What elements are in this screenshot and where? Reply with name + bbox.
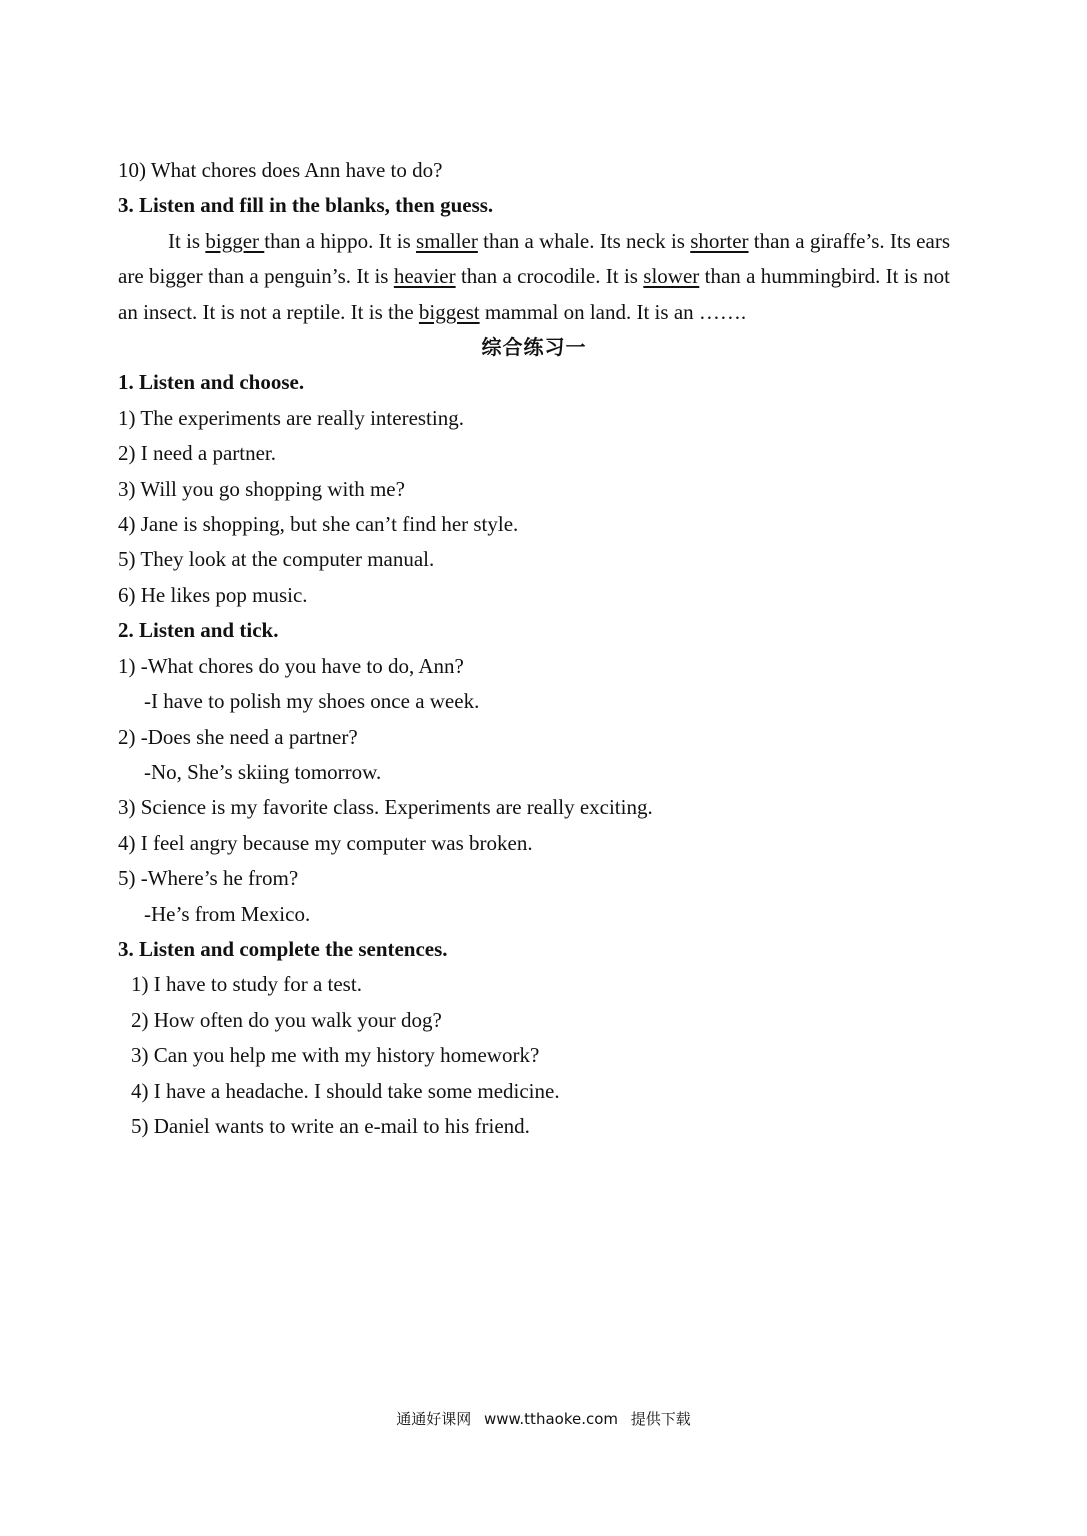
list-item: 4) I feel angry because my computer was broken. [118,830,533,855]
footer-site-name: 通通好课网 [396,1410,472,1428]
footer-note: 提供下载 [630,1410,691,1428]
list-item: 3) Science is my favorite class. Experiments are really exciting. [118,795,653,820]
list-item: 1) The experiments are really interesting. [118,405,464,430]
para-text: than a hummingbird. It is not an insect. It is not a reptile. It is the [118,264,951,324]
section-3-heading: 3. Listen and fill in the blanks, then guess. [118,193,494,218]
list-item: 1) -What chores do you have to do, Ann? [118,653,464,678]
list-item: 6) He likes pop music. [118,582,308,607]
footer-url: www.tthaoke.com [483,1410,619,1428]
list-item: 3) Will you go shopping with me? [118,476,405,501]
blank-answer: biggest [418,299,480,324]
question-10: 10) What chores does Ann have to do? [118,158,443,182]
list-item-reply: -I have to polish my shoes once a week. [144,689,480,714]
list-item: 4) I have a headache. I should take some medicine. [131,1078,560,1103]
exercise-title: 综合练习一 [481,335,587,360]
list-item: 4) Jane is shopping, but she can’t find her style. [118,512,519,537]
para-text: mammal on land. It is an ……. [479,299,747,324]
part-1-heading: 1. Listen and choose. [118,370,305,395]
document-body [118,153,950,1144]
page-footer [0,1408,1087,1429]
blank-answer: shorter [690,228,749,253]
list-item: 3) Can you help me with my history homework? [131,1043,540,1068]
para-text: than a whale. Its neck is [477,228,691,253]
list-item: 1) I have to study for a test. [131,972,362,997]
blank-answer: smaller [416,228,478,253]
list-item: 5) They look at the computer manual. [118,547,435,572]
list-item: 2) I need a partner. [118,441,277,466]
list-item-reply: -No, She’s skiing tomorrow. [144,759,382,784]
part-3-heading: 3. Listen and complete the sentences. [118,936,448,961]
part-2-heading: 2. Listen and tick. [118,618,279,643]
blank-answer: bigger [205,228,265,253]
list-item: 2) -Does she need a partner? [118,724,358,749]
fill-in-paragraph [118,224,950,330]
list-item: 5) Daniel wants to write an e-mail to his friend. [131,1113,530,1138]
para-text: It is [168,228,206,253]
para-text: than a crocodile. It is [455,264,644,289]
para-text: than a giraffe’s. Its ears are bigger than a penguin’s. It is [118,228,950,289]
blank-answer: slower [643,264,700,289]
list-item: 2) How often do you walk your dog? [131,1007,442,1032]
list-item-reply: -He’s from Mexico. [144,901,311,926]
para-text: than a hippo. It is [264,228,417,253]
list-item: 5) -Where’s he from? [118,866,299,891]
blank-answer: heavier [393,264,456,289]
